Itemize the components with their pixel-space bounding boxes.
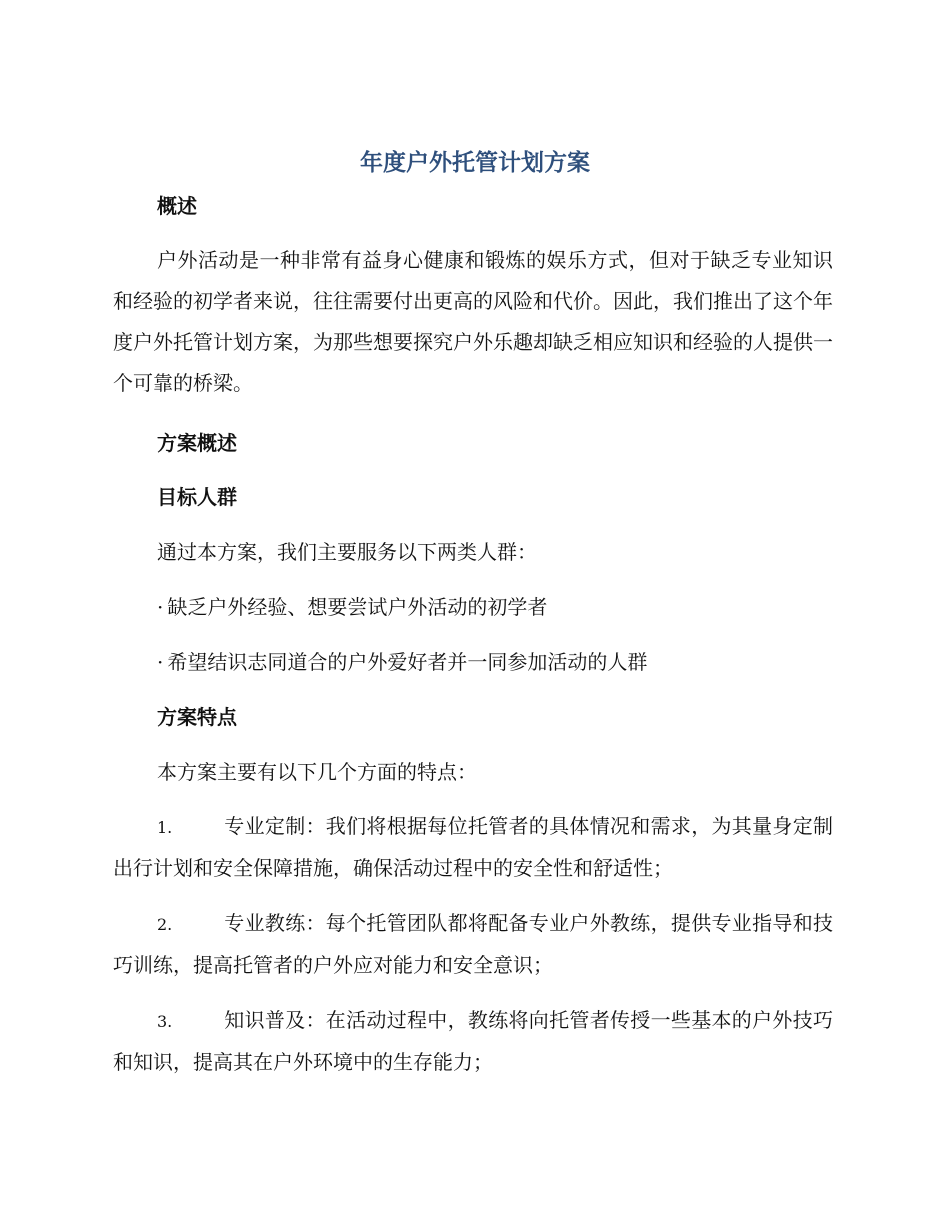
bullet-icon: · [157,595,164,619]
bullet-icon: · [157,650,164,674]
target-intro: 通过本方案，我们主要服务以下两类人群： [157,540,537,564]
feature-number: 1. [157,818,173,837]
feature-number: 3. [157,1012,173,1031]
feature-item [113,806,833,889]
feature-item [113,903,833,986]
target-heading: 目标人群 [157,485,237,509]
overview-heading: 概述 [157,194,197,218]
feature-number: 2. [157,915,173,934]
features-intro: 本方案主要有以下几个方面的特点： [157,760,477,784]
target-bullet-text: 希望结识志同道合的户外爱好者并一同参加活动的人群 [167,650,648,674]
document-title: 年度户外托管计划方案 [360,150,590,176]
target-bullet-item [157,647,647,677]
plan-overview-heading: 方案概述 [157,431,237,455]
feature-text: 知识普及：在活动过程中，教练将向托管者传授一些基本的户外技巧和知识，提高其在户外环境中的生存能力； [113,1008,833,1074]
feature-item [113,1000,833,1083]
overview-paragraph: 户外活动是一种非常有益身心健康和锻炼的娱乐方式，但对于缺乏专业知识和经验的初学者来说，往往需要付出更高的风险和代价。因此，我们推出了这个年度户外托管计划方案，为那些想要探究户外乐趣却缺乏相应知识和经验的人提供一个可靠的桥梁。 [113,248,833,395]
features-heading: 方案特点 [157,705,237,729]
target-bullet-item [157,592,547,622]
target-bullet-text: 缺乏户外经验、想要尝试户外活动的初学者 [167,595,548,619]
feature-text: 专业教练：每个托管团队都将配备专业户外教练，提供专业指导和技巧训练，提高托管者的户外应对能力和安全意识； [113,911,833,977]
feature-text: 专业定制：我们将根据每位托管者的具体情况和需求，为其量身定制出行计划和安全保障措施，确保活动过程中的安全性和舒适性； [113,814,833,880]
